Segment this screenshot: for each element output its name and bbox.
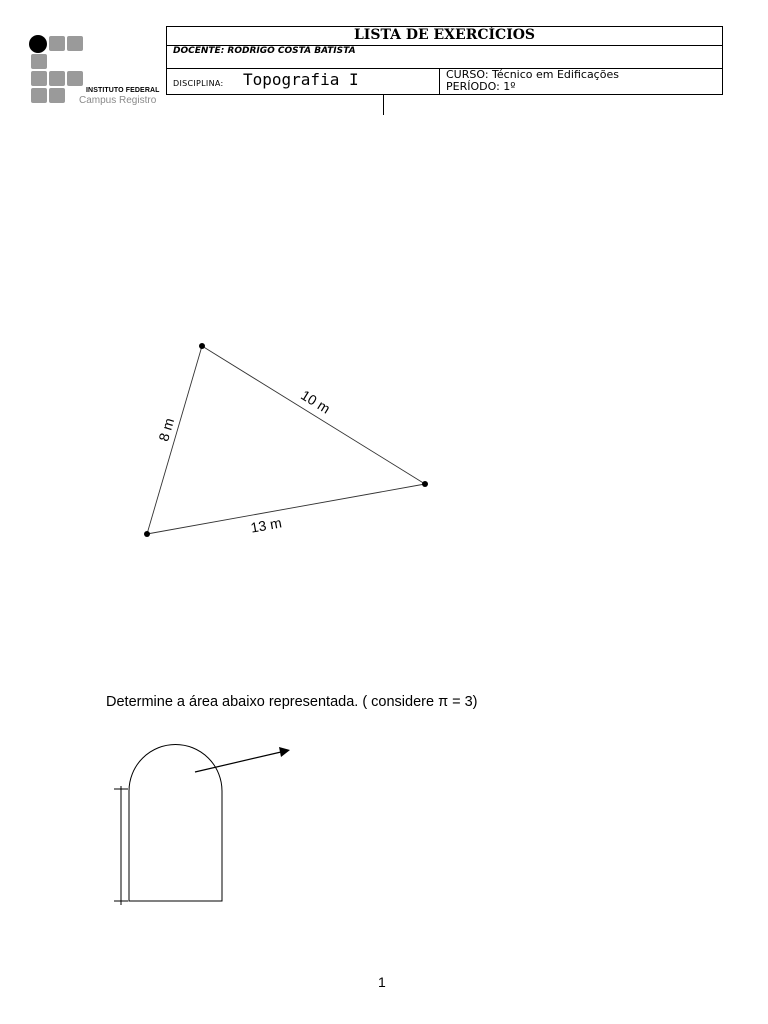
logo-institution-text: INSTITUTO FEDERAL (86, 87, 160, 94)
logo-campus-text: Campus Registro (79, 95, 157, 106)
question-text: Determine a área abaixo representada. ( considere π = 3) (106, 694, 478, 710)
triangle-label-a: 10 m (298, 386, 334, 417)
periodo-text: PERÍODO: 1º (446, 80, 516, 93)
arch-shape (129, 744, 222, 901)
triangle-label-c: 13 m (249, 514, 283, 536)
disciplina-value: Topografia I (243, 70, 359, 89)
page-number: 1 (378, 974, 386, 990)
radius-arrow-head (279, 747, 290, 757)
curso-text: CURSO: Técnico em Edificações (446, 68, 619, 81)
radius-arrow-line (195, 752, 281, 772)
docente-text: DOCENTE: RODRIGO COSTA BATISTA (173, 46, 356, 56)
page-title: LISTA DE EXERCÍCIOS (167, 27, 722, 46)
disciplina-label: DISCIPLINA: (173, 79, 224, 88)
triangle-label-b: 8 m (155, 416, 178, 444)
